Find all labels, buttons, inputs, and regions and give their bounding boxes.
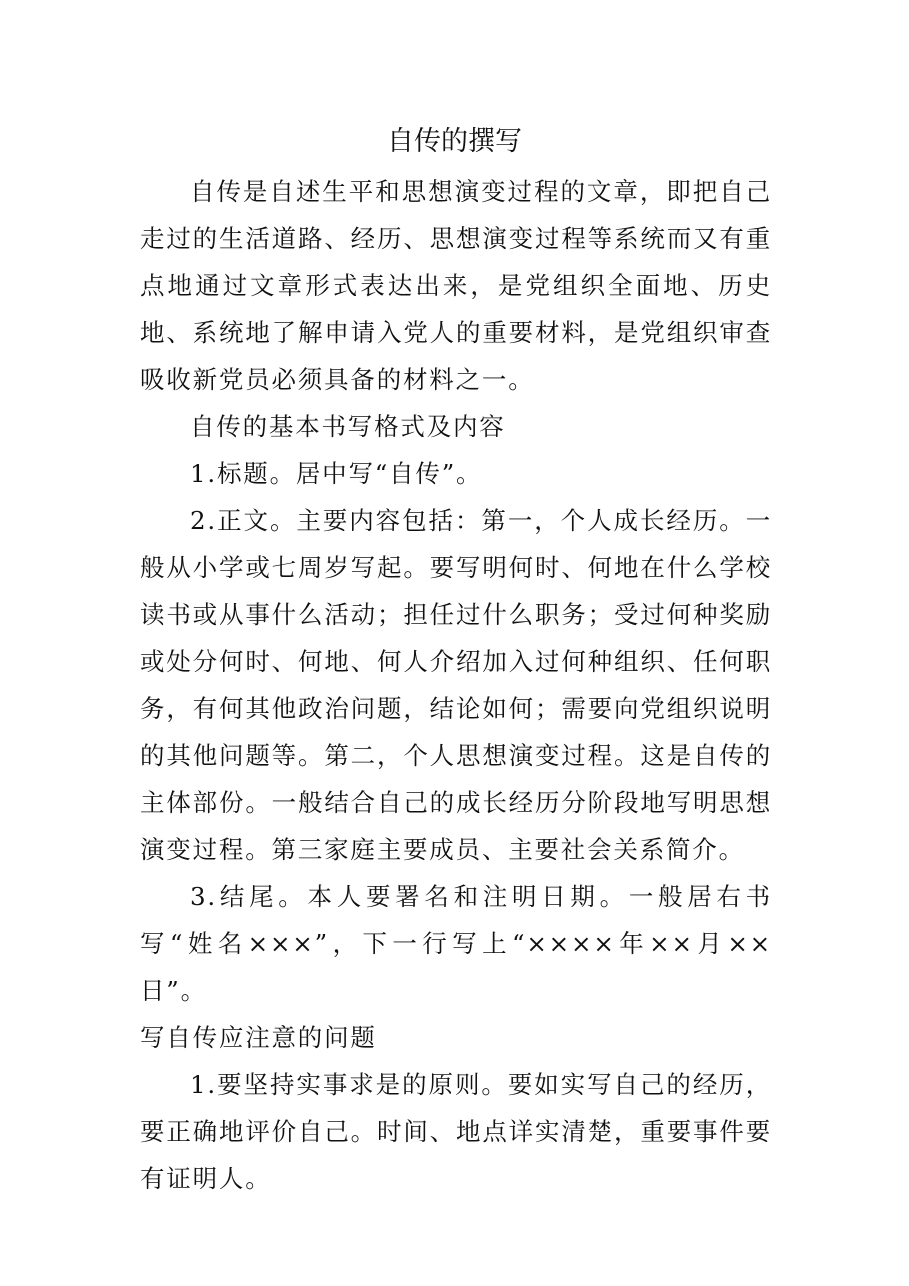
section-heading-format: 自传的基本书写格式及内容 — [190, 412, 506, 441]
item-title: 1.标题。居中写“自传”。 — [190, 459, 483, 488]
document-body — [140, 168, 772, 1202]
note-item-1: 1.要坚持实事求是的原则。要如实写自己的经历，要正确地评价自己。时间、地点详实清楚，重要事件要有证明人。 — [140, 1070, 772, 1193]
document-title: 自传的撰写 — [387, 126, 522, 157]
item-body: 2.正文。主要内容包括：第一，个人成长经历。一般从小学或七周岁写起。要写明何时、何地在什么学校读书或从事什么活动；担任过什么职务；受过何种奖励或处分何时、何地、何人介绍加入过何种组织、任何职务，有何其他政治问题，结论如何；需要向党组织说明的其他问题等。第二，个人思想演变过程。这是自传的主体部份。一般结合自己的成长经历分阶段地写明思想演变过程。第三家庭主要成员、主要社会关系简介。 — [140, 506, 772, 864]
intro-paragraph: 自传是自述生平和思想演变过程的文章，即把自己走过的生活道路、经历、思想演变过程等系统而又有重点地通过文章形式表达出来，是党组织全面地、历史地、系统地了解申请入党人的重要材料，是党组织审查吸收新党员必须具备的材料之一。 — [140, 177, 772, 394]
item-ending: 3.结尾。本人要署名和注明日期。一般居右书写“姓名×××”，下一行写上“××××年××月××日”。 — [140, 882, 772, 1005]
section-heading-notes: 写自传应注意的问题 — [140, 1023, 377, 1052]
